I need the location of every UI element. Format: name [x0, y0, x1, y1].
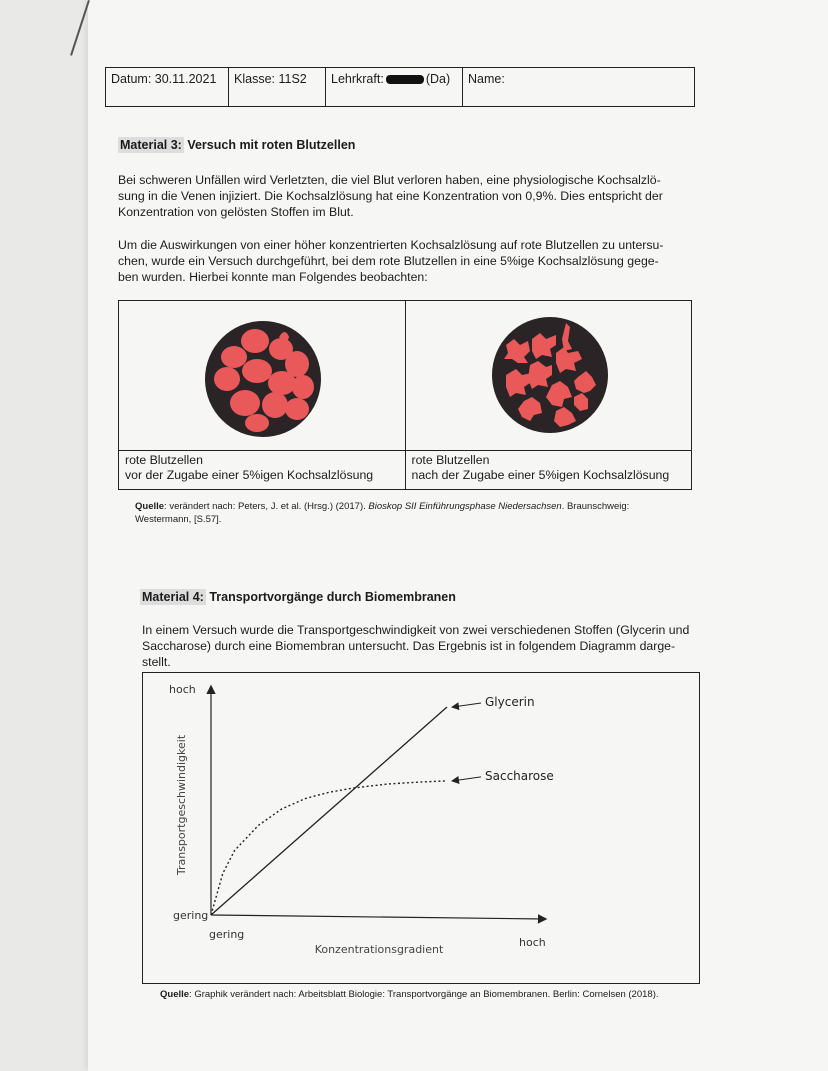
source-text: : Graphik verändert nach: Arbeitsblatt Biologie: Transportvorgänge an Biomembranen. Berlin: Cornelsen (2018).: [189, 989, 659, 1000]
red-blood-cell: [292, 375, 314, 399]
material4-heading: [140, 590, 456, 604]
series-label-glycerin: Glycerin: [485, 695, 535, 709]
text-line: ben wurden. Hierbei konnte man Folgendes beobachten:: [118, 270, 428, 284]
transport-chart: [142, 672, 700, 984]
chart-svg: [143, 673, 699, 983]
series-line-saccharose: [211, 781, 447, 915]
cells-before-image: [119, 301, 404, 455]
red-blood-cell: [242, 359, 272, 383]
material4-tag: Material 4:: [142, 590, 204, 604]
x-tick-label-hoch: hoch: [519, 936, 546, 949]
text-line: sung in die Venen injiziert. Die Kochsalzlösung hat eine Konzentration von 0,9%. Dies entspricht der: [118, 189, 663, 203]
series-layer: [211, 695, 554, 915]
text-line: Bei schweren Unfällen wird Verletzten, die viel Blut verloren haben, eine physiologische Kochsalzlö-: [118, 173, 661, 187]
red-blood-cell: [245, 414, 269, 432]
material3-heading: [118, 138, 355, 152]
blood-cell-table: [118, 300, 692, 490]
material4-paragraph: [142, 622, 694, 670]
red-blood-cell: [268, 371, 296, 395]
legend-arrow-saccharose: [453, 777, 481, 781]
legend-arrow-glycerin: [453, 703, 481, 707]
material4-source: [160, 988, 700, 1001]
text-line: stellt.: [142, 655, 171, 669]
lehrkraft-cell: [326, 68, 463, 106]
name-cell: Name:: [468, 72, 505, 86]
red-blood-cell: [214, 367, 240, 391]
source-text: : verändert nach: Peters, J. et al. (Hrsg.) (2017).: [164, 501, 366, 512]
red-blood-cell: [230, 390, 260, 416]
source-rest: . Braunschweig:: [561, 501, 630, 512]
fold-line: [70, 0, 90, 56]
material4-title: Transportvorgänge durch Biomembranen: [209, 590, 456, 604]
material3-title: Versuch mit roten Blutzellen: [187, 138, 356, 152]
x-axis: [211, 915, 545, 919]
red-blood-cell: [285, 398, 309, 420]
source-book: Bioskop SII Einführungsphase Niedersachsen: [368, 501, 562, 512]
datum-cell: Datum: 30.11.2021: [106, 68, 229, 106]
material3-paragraph-1: [118, 172, 683, 220]
source-line2: Westermann, [S.57].: [135, 514, 222, 525]
redaction-mark: [386, 75, 424, 84]
x-tick-label-gering: gering: [209, 928, 245, 941]
lehrkraft-label: Lehrkraft:: [331, 72, 384, 86]
red-blood-cell: [221, 346, 247, 368]
y-tick-label-gering: gering: [173, 909, 209, 922]
material3-tag: Material 3:: [120, 138, 182, 152]
caption-line: vor der Zugabe einer 5%igen Kochsalzlösung: [125, 468, 374, 482]
x-axis-label: Konzentrationsgradient: [314, 943, 444, 956]
header-table: [105, 67, 695, 107]
caption-before: [119, 450, 405, 489]
text-line: Um die Auswirkungen von einer höher konzentrierten Kochsalzlösung auf rote Blutzellen zu untersu-: [118, 238, 664, 252]
cells-after-image: [406, 301, 691, 455]
series-line-glycerin: [211, 707, 447, 915]
caption-after: [406, 450, 692, 489]
red-blood-cell: [262, 392, 288, 418]
y-tick-label-hoch: hoch: [169, 683, 196, 696]
series-label-saccharose: Saccharose: [485, 768, 554, 783]
cells-before-panel: [119, 301, 406, 489]
source-label: Quelle: [160, 989, 190, 1000]
text-line: In einem Versuch wurde die Transportgeschwindigkeit von zwei verschiedenen Stoffen (Glycerin und: [142, 623, 690, 637]
source-label: Quelle: [135, 501, 165, 512]
klasse-cell: Klasse: 11S2: [229, 68, 326, 106]
cells-after-panel: [406, 301, 692, 489]
caption-line: rote Blutzellen: [125, 453, 203, 467]
lehrkraft-suffix: (Da): [425, 72, 451, 86]
text-line: Saccharose) durch eine Biomembran untersucht. Das Ergebnis ist in folgendem Diagramm darge-: [142, 639, 676, 653]
y-axis-label: Transportgeschwindigkeit: [175, 734, 188, 876]
caption-line: nach der Zugabe einer 5%igen Kochsalzlösung: [411, 468, 670, 482]
caption-line: rote Blutzellen: [411, 453, 490, 467]
text-line: Konzentration von gelösten Stoffen im Blut.: [118, 205, 354, 219]
text-line: chen, wurde ein Versuch durchgeführt, bei dem rote Blutzellen in eine 5%ige Kochsalzlösung gege-: [118, 254, 659, 268]
red-blood-cell: [241, 329, 269, 353]
material3-source: [135, 500, 695, 526]
material3-paragraph-2: [118, 237, 688, 285]
